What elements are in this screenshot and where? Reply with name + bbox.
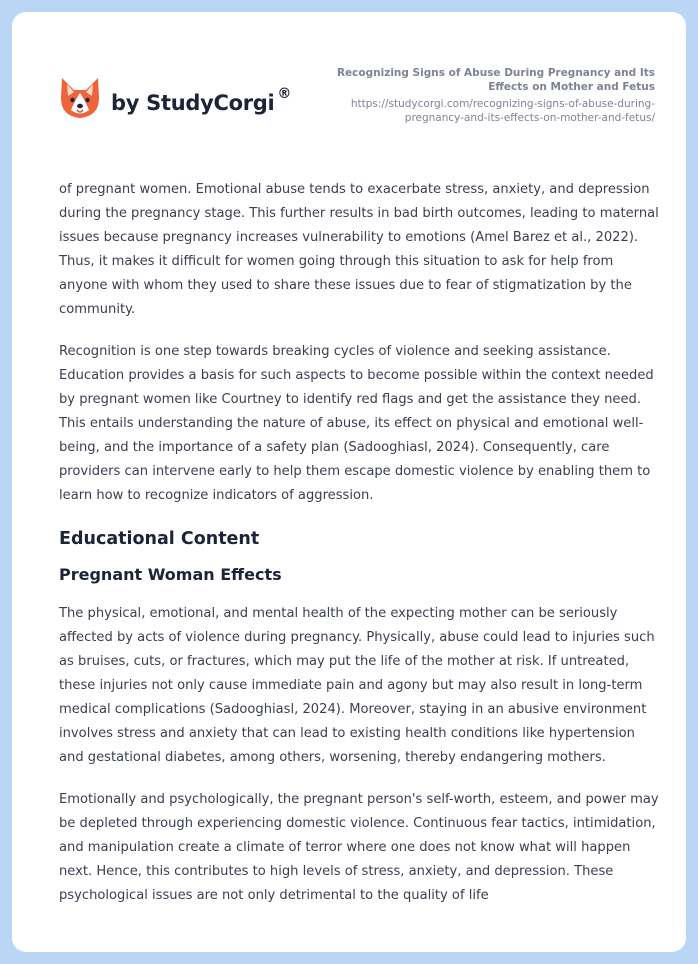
studycorgi-logo[interactable] [59, 76, 291, 120]
article-content [59, 178, 659, 926]
subsection-heading: Pregnant Woman Effects [59, 565, 282, 584]
paragraph: Recognition is one step towards breaking cycles of violence and seeking assistance. Education provides a basis for such aspects to become possible within the context needed by pregnant women like Courtney to identify red flags and get the assistance they need. This entails understanding the nature of abuse, its effect on physical and emotional well-being, and the importance of a safety plan (Sadooghiasl, 2024). Consequently, care providers can intervene early to help them escape domestic violence by enabling them to learn how to recognize indicators of aggression. [59, 344, 654, 503]
source-info [315, 66, 655, 125]
corgi-logo-icon [59, 76, 101, 120]
paragraph: of pregnant women. Emotional abuse tends to exacerbate stress, anxiety, and depression during the pregnancy stage. This further results in bad birth outcomes, leading to maternal issues because pregnancy increases vulnerability to emotions (Amel Barez et al., 2022). Thus, it makes it difficult for women going through this situation to ask for help from anyone with whom they used to share these issues due to fear of stigmatization by the community. [59, 182, 659, 317]
paragraph: Emotionally and psychologically, the pregnant person's self-worth, esteem, and power may be depleted through experiencing domestic violence. Continuous fear tactics, intimidation, and manipulation create a climate of terror where one does not know what will happen next. Hence, this contributes to high levels of stress, anxiety, and depression. These psychological issues are not only detrimental to the quality of life [59, 792, 659, 903]
paragraph: The physical, emotional, and mental health of the expecting mother can be seriously affected by acts of violence during pregnancy. Physically, abuse could lead to injuries such as bruises, cuts, or fractures, which may put the life of the mother at risk. If untreated, these injuries not only cause immediate pain and agony but may also result in long-term medical complications (Sadooghiasl, 2024). Moreover, staying in an abusive environment involves stress and anxiety that can lead to existing health conditions like hypertension and gestational diabetes, among others, worsening, thereby endangering mothers. [59, 606, 655, 765]
brand-name [111, 85, 292, 115]
registered-mark: ® [277, 85, 292, 102]
section-heading: Educational Content [59, 529, 260, 549]
page-card [12, 12, 686, 952]
document-url[interactable]: https://studycorgi.com/recognizing-signs-of-abuse-during-pregnancy-and-its-effects-on-mother-and-fetus/ [350, 98, 655, 124]
document-title: Recognizing Signs of Abuse During Pregnancy and Its Effects on Mother and Fetus [336, 67, 655, 93]
page-header [12, 12, 686, 162]
brand-text: by StudyCorgi [111, 90, 275, 115]
